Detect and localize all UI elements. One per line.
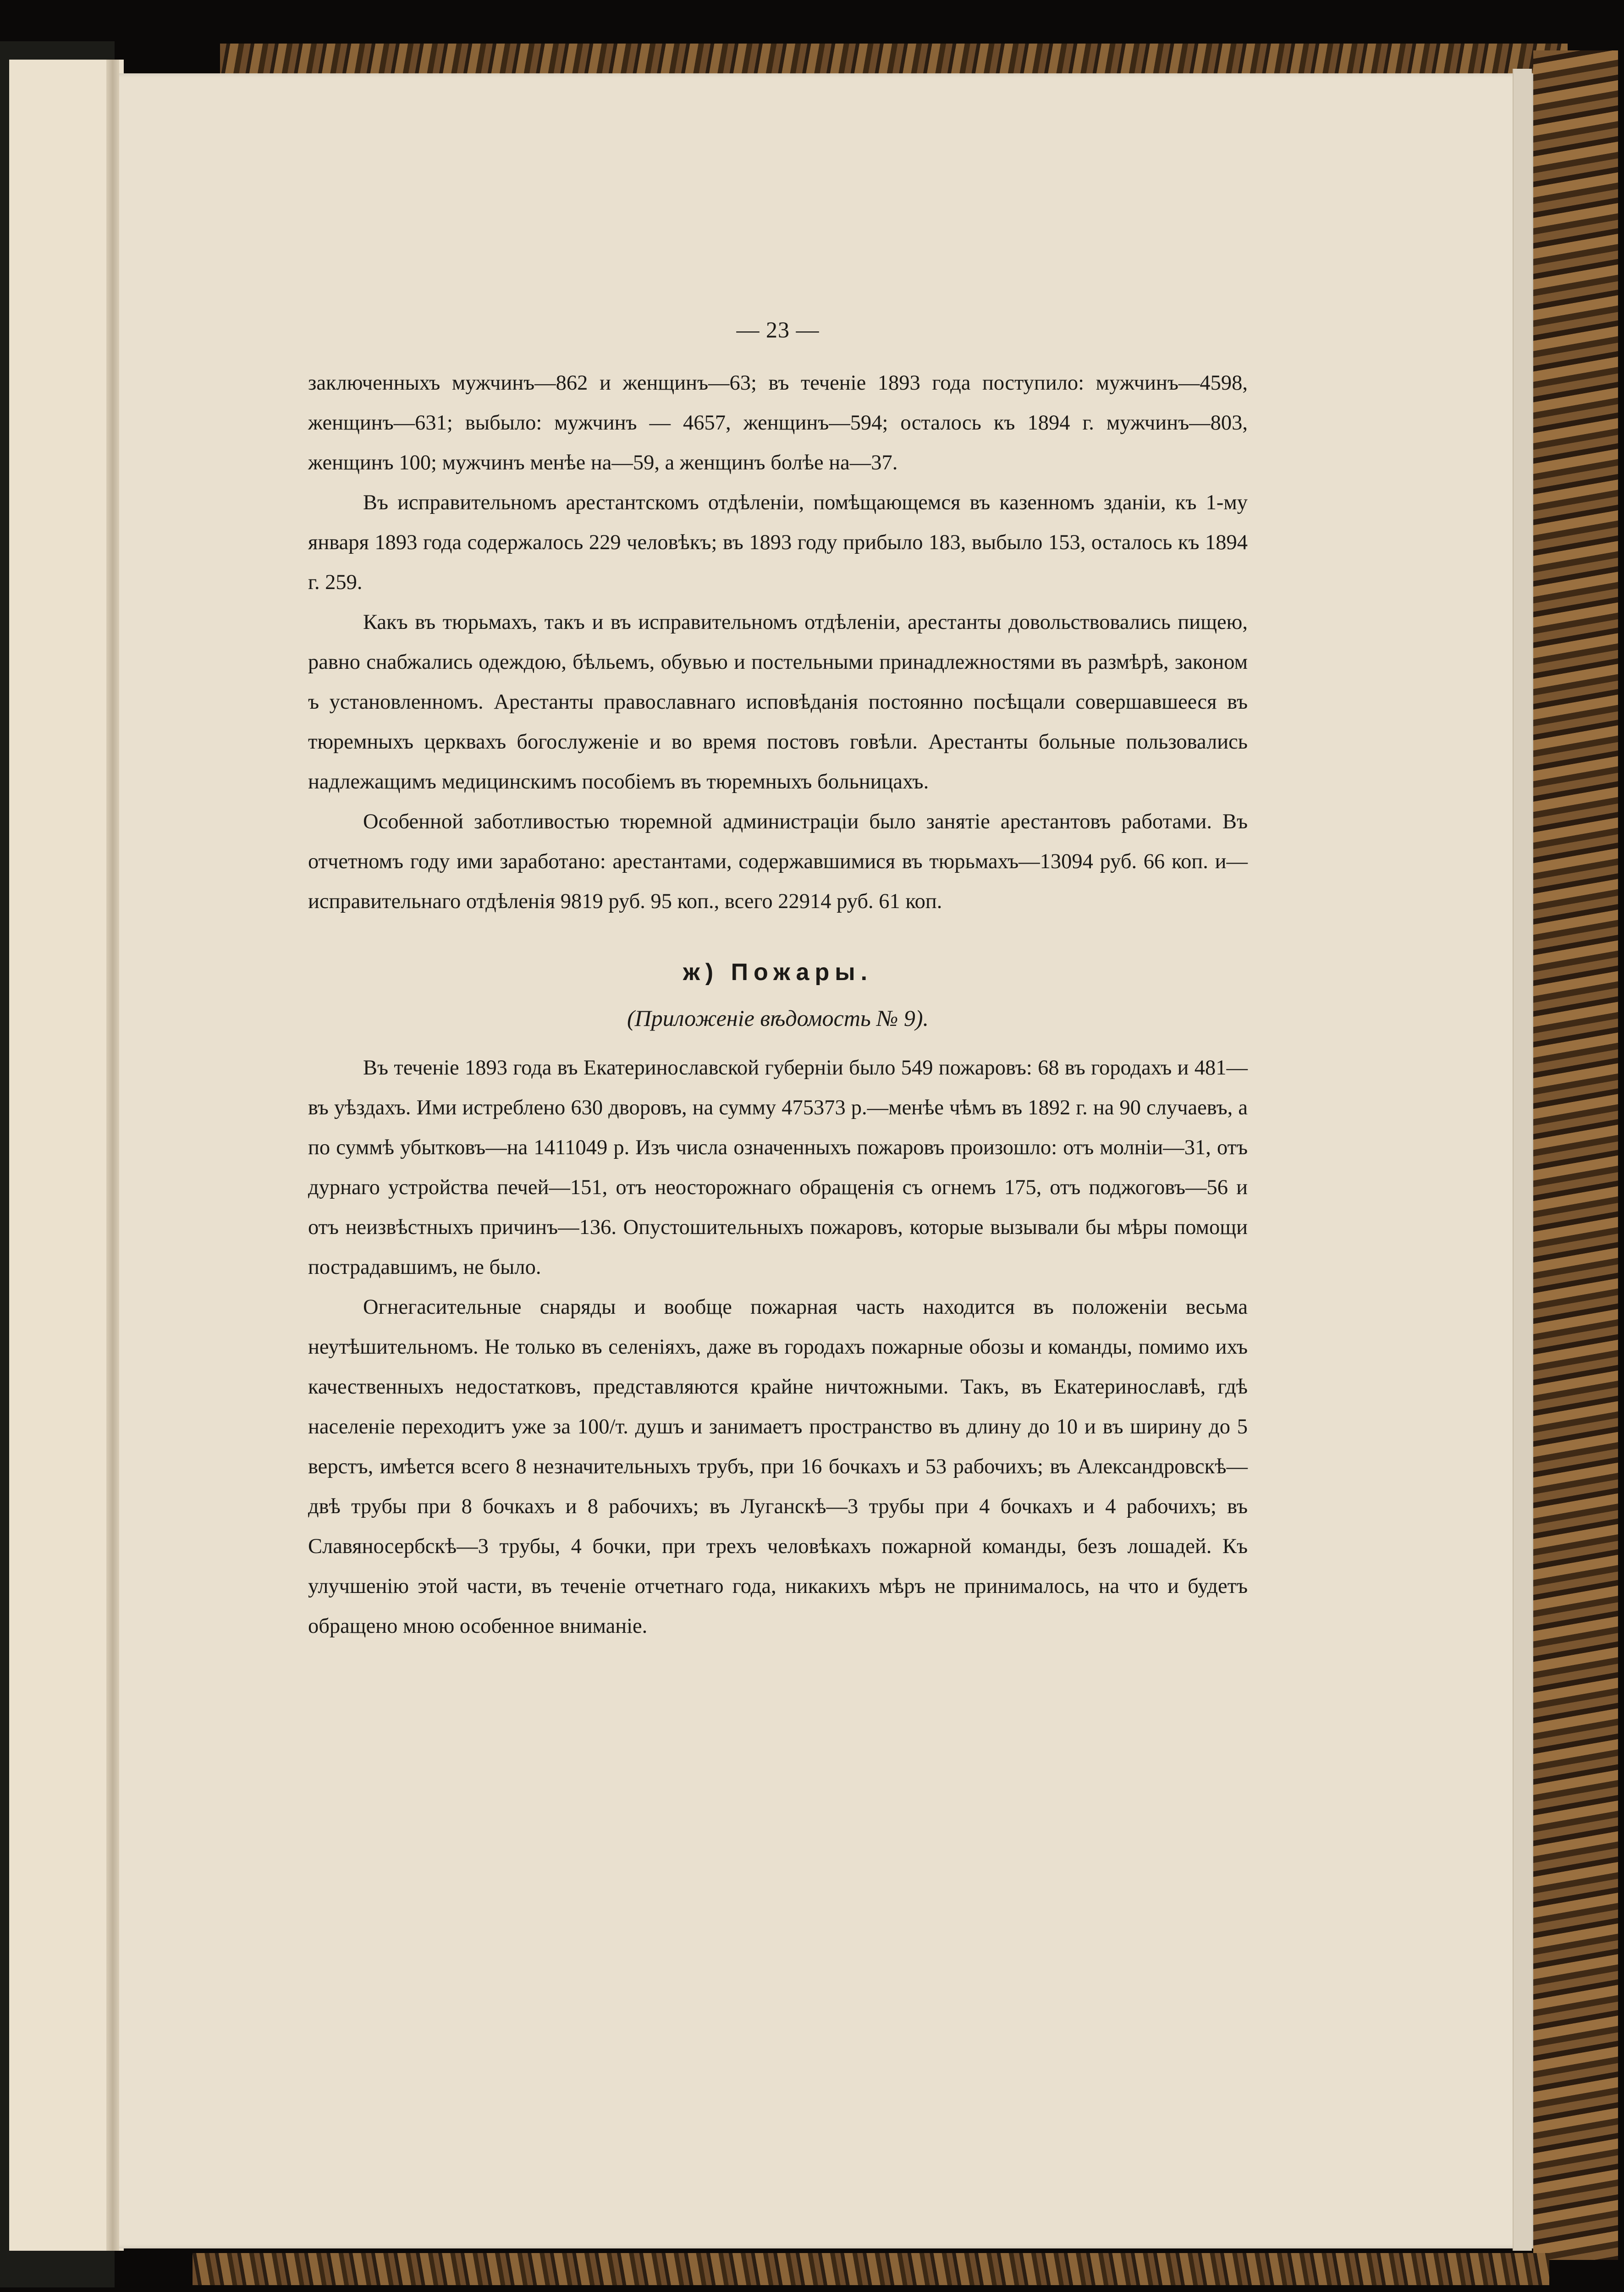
paragraph: Какъ въ тюрьмахъ, такъ и въ исправительномъ отдѣленіи, арестанты довольствовались пищею, равно снабжались одеждою, бѣльемъ, обувью и постельными принадлежностями въ размѣрѣ, законом ъ установленномъ. Арестанты православнаго исповѣданія постоянно посѣщали совершавшееся въ тюремныхъ церквахъ богослуженіе и во время постовъ говѣли. Арестанты больные пользовались надлежащимъ медицинскимъ пособіемъ въ тюремныхъ больницахъ. bbox=[308, 611, 1248, 793]
book-edge-bottom bbox=[193, 2253, 1549, 2285]
paragraph: Особенной заботливостью тюремной администраціи было занятіе арестантовъ работами. Въ отчетномъ году ими заработано: арестантами, содержавшимися въ тюрьмахъ—13094 руб. 66 коп. и—исправительнаго отдѣленія 9819 руб. 95 коп., всего 22914 руб. 61 коп. bbox=[308, 810, 1248, 913]
paragraph: заключенныхъ мужчинъ—862 и женщинъ—63; въ теченіе 1893 года поступило: мужчинъ—4598, женщинъ—631; выбыло: мужчинъ — 4657, женщинъ—594; осталось къ 1894 г. мужчинъ—803, женщинъ 100; мужчинъ менѣе на—59, а женщинъ болѣе на—37. bbox=[308, 371, 1248, 474]
paragraph: Въ теченіе 1893 года въ Екатеринославской губерніи было 549 пожаровъ: 68 въ городахъ и 481—въ уѣздахъ. Ими истреблено 630 дворовъ, на сумму 475373 р.—менѣе чѣмъ въ 1892 г. на 90 случаевъ, а по суммѣ убытковъ—на 1411049 р. Изъ числа означенныхъ пожаровъ произошло: отъ молніи—31, отъ дурнаго устройства печей—151, отъ неосторожнаго обращенія съ огнемъ 175, отъ поджоговъ—56 и отъ неизвѣстныхъ причинъ—136. Опустошительныхъ пожаровъ, которые вызывали бы мѣры помощи пострадавшимъ, не было. bbox=[308, 1056, 1248, 1279]
section-subtitle: (Приложеніе вѣдомость № 9). bbox=[627, 1005, 929, 1031]
page-gutter bbox=[106, 60, 119, 2251]
paragraph: Въ исправительномъ арестантскомъ отдѣленіи, помѣщающемся въ казенномъ зданіи, къ 1-му января 1893 года содержалось 229 человѣкъ; въ 1893 году прибыло 183, выбыло 153, осталось къ 1894 г. 259. bbox=[308, 491, 1248, 594]
page-stack-edge bbox=[1513, 69, 1532, 2251]
page-text bbox=[308, 316, 1248, 1646]
page-number: — 23 — bbox=[736, 317, 820, 342]
section-title: ж) Пожары. bbox=[683, 959, 873, 986]
paragraph: Огнегасительные снаряды и вообще пожарная часть находится въ положеніи весьма неутѣшительномъ. Не только въ селеніяхъ, даже въ городахъ пожарные обозы и команды, помимо ихъ качественныхъ недостатковъ, представляются крайне ничтожными. Такъ, въ Екатеринославѣ, гдѣ населеніе переходитъ уже за 100/т. душъ и занимаетъ пространство въ длину до 10 и въ ширину до 5 верстъ, имѣется всего 8 незначительныхъ трубъ, при 16 бочкахъ и 53 рабочихъ; въ Александровскѣ—двѣ трубы при 8 бочкахъ и 8 рабочихъ; въ Луганскѣ—3 трубы при 4 бочкахъ и 4 рабочихъ; въ Славяносербскѣ—3 трубы, 4 бочки, при трехъ человѣкахъ пожарной команды, безъ лошадей. Къ улучшенію этой части, въ теченіе отчетнаго года, никакихъ мѣръ не принималось, на что и будетъ обращено мною особенное вниманіе. bbox=[308, 1295, 1248, 1638]
book-edge-right bbox=[1533, 50, 1618, 2260]
